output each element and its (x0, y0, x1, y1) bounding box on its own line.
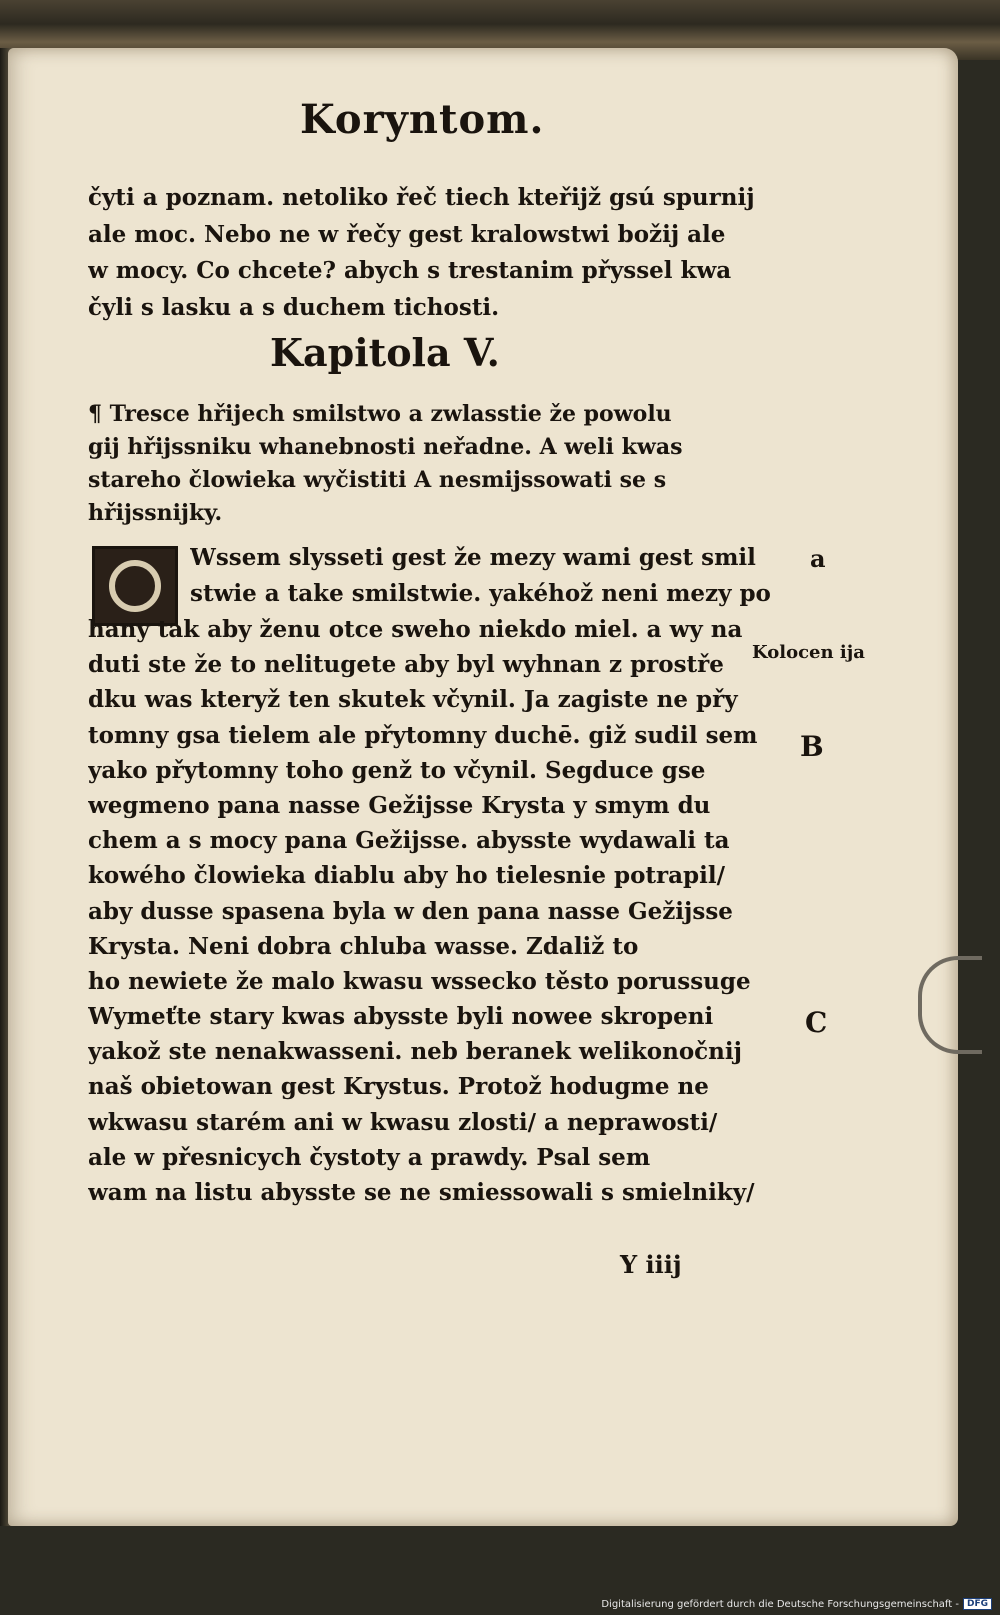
signature-mark: Y iiij (620, 1250, 682, 1279)
margin-note-kolocen: Kolocen ija (752, 642, 865, 663)
body-opening-lines (190, 540, 771, 612)
chapter-heading: Kapitola V. (270, 330, 500, 375)
text-line: ale w přesnicych čystoty a prawdy. Psal sem (88, 1143, 651, 1171)
text-line: gij hřijssniku whanebnosti neřadne. A weli kwas (88, 434, 683, 460)
text-line: yakož ste nenakwasseni. neb beranek welikonočnij (88, 1038, 742, 1066)
page-clip (918, 956, 982, 1054)
text-line: wkwasu starém ani w kwasu zlosti/ a neprawosti/ (88, 1108, 718, 1136)
intro-paragraph (88, 180, 755, 326)
margin-note-b: B (800, 730, 824, 763)
text-line: hřijssnijky. (88, 500, 223, 526)
text-line: stwie a take smilstwie. yakéhož neni mezy po (190, 580, 771, 607)
text-line: čyli s lasku a s duchem tichosti. (88, 293, 500, 321)
margin-note-c: C (805, 1006, 828, 1039)
initial-ornament-icon (109, 560, 161, 612)
footer-credit (601, 1596, 992, 1612)
text-line: stareho člowieka wyčistiti A nesmijssowati se s (88, 467, 667, 493)
text-line: aby dusse spasena byla w den pana nasse Gežijsse (88, 897, 733, 925)
dfg-logo: DFG (963, 1598, 992, 1610)
text-line: Wymeťte stary kwas abysste byli nowee skropeni (88, 1003, 714, 1031)
text-line: naš obietowan gest Krystus. Protož hodugme ne (88, 1073, 709, 1101)
text-line: ho newiete že malo kwasu wssecko těsto porussuge (88, 967, 751, 995)
text-line: kowého člowieka diablu aby ho tielesnie potrapil/ (88, 862, 726, 890)
margin-note-a: a (810, 544, 826, 573)
text-line: chem a s mocy pana Gežijsse. abysste wydawali ta (88, 827, 730, 855)
chapter-summary (88, 398, 682, 530)
text-line: ale moc. Nebo ne w řečy gest kralowstwi božij ale (88, 220, 726, 248)
text-line: Krysta. Neni dobra chluba wasse. Zdaliž to (88, 932, 639, 960)
footer-text: Digitalisierung gefördert durch die Deutsche Forschungsgemeinschaft - (601, 1598, 959, 1610)
text-line: yako přytomny toho genž to včynil. Segduce gse (88, 756, 706, 784)
text-line: ¶ Tresce hřijech smilstwo a zwlasstie že powolu (88, 401, 672, 427)
text-line: čyti a poznam. netoliko řeč tiech kteřijž gsú spurnij (88, 184, 755, 211)
text-line: w mocy. Co chcete? abych s trestanim přyssel kwa (88, 257, 732, 284)
body-paragraph (88, 612, 758, 1210)
text-line: wam na listu abysste se ne smiessowali s smielniky/ (88, 1179, 755, 1206)
text-line: duti ste že to nelitugete aby byl wyhnan z prostře (88, 651, 724, 679)
page-title: Koryntom. (300, 96, 545, 143)
text-line: wegmeno pana nasse Gežijsse Krysta y smym du (88, 791, 711, 819)
text-line: tomny gsa tielem ale přytomny duchē. giž sudil sem (88, 721, 758, 749)
text-line: dku was kteryž ten skutek včynil. Ja zagiste ne přy (88, 686, 738, 714)
text-line: Wssem slysseti gest že mezy wami gest smil (190, 544, 756, 571)
text-line: hany tak aby ženu otce sweho niekdo miel. a wy na (88, 616, 743, 643)
